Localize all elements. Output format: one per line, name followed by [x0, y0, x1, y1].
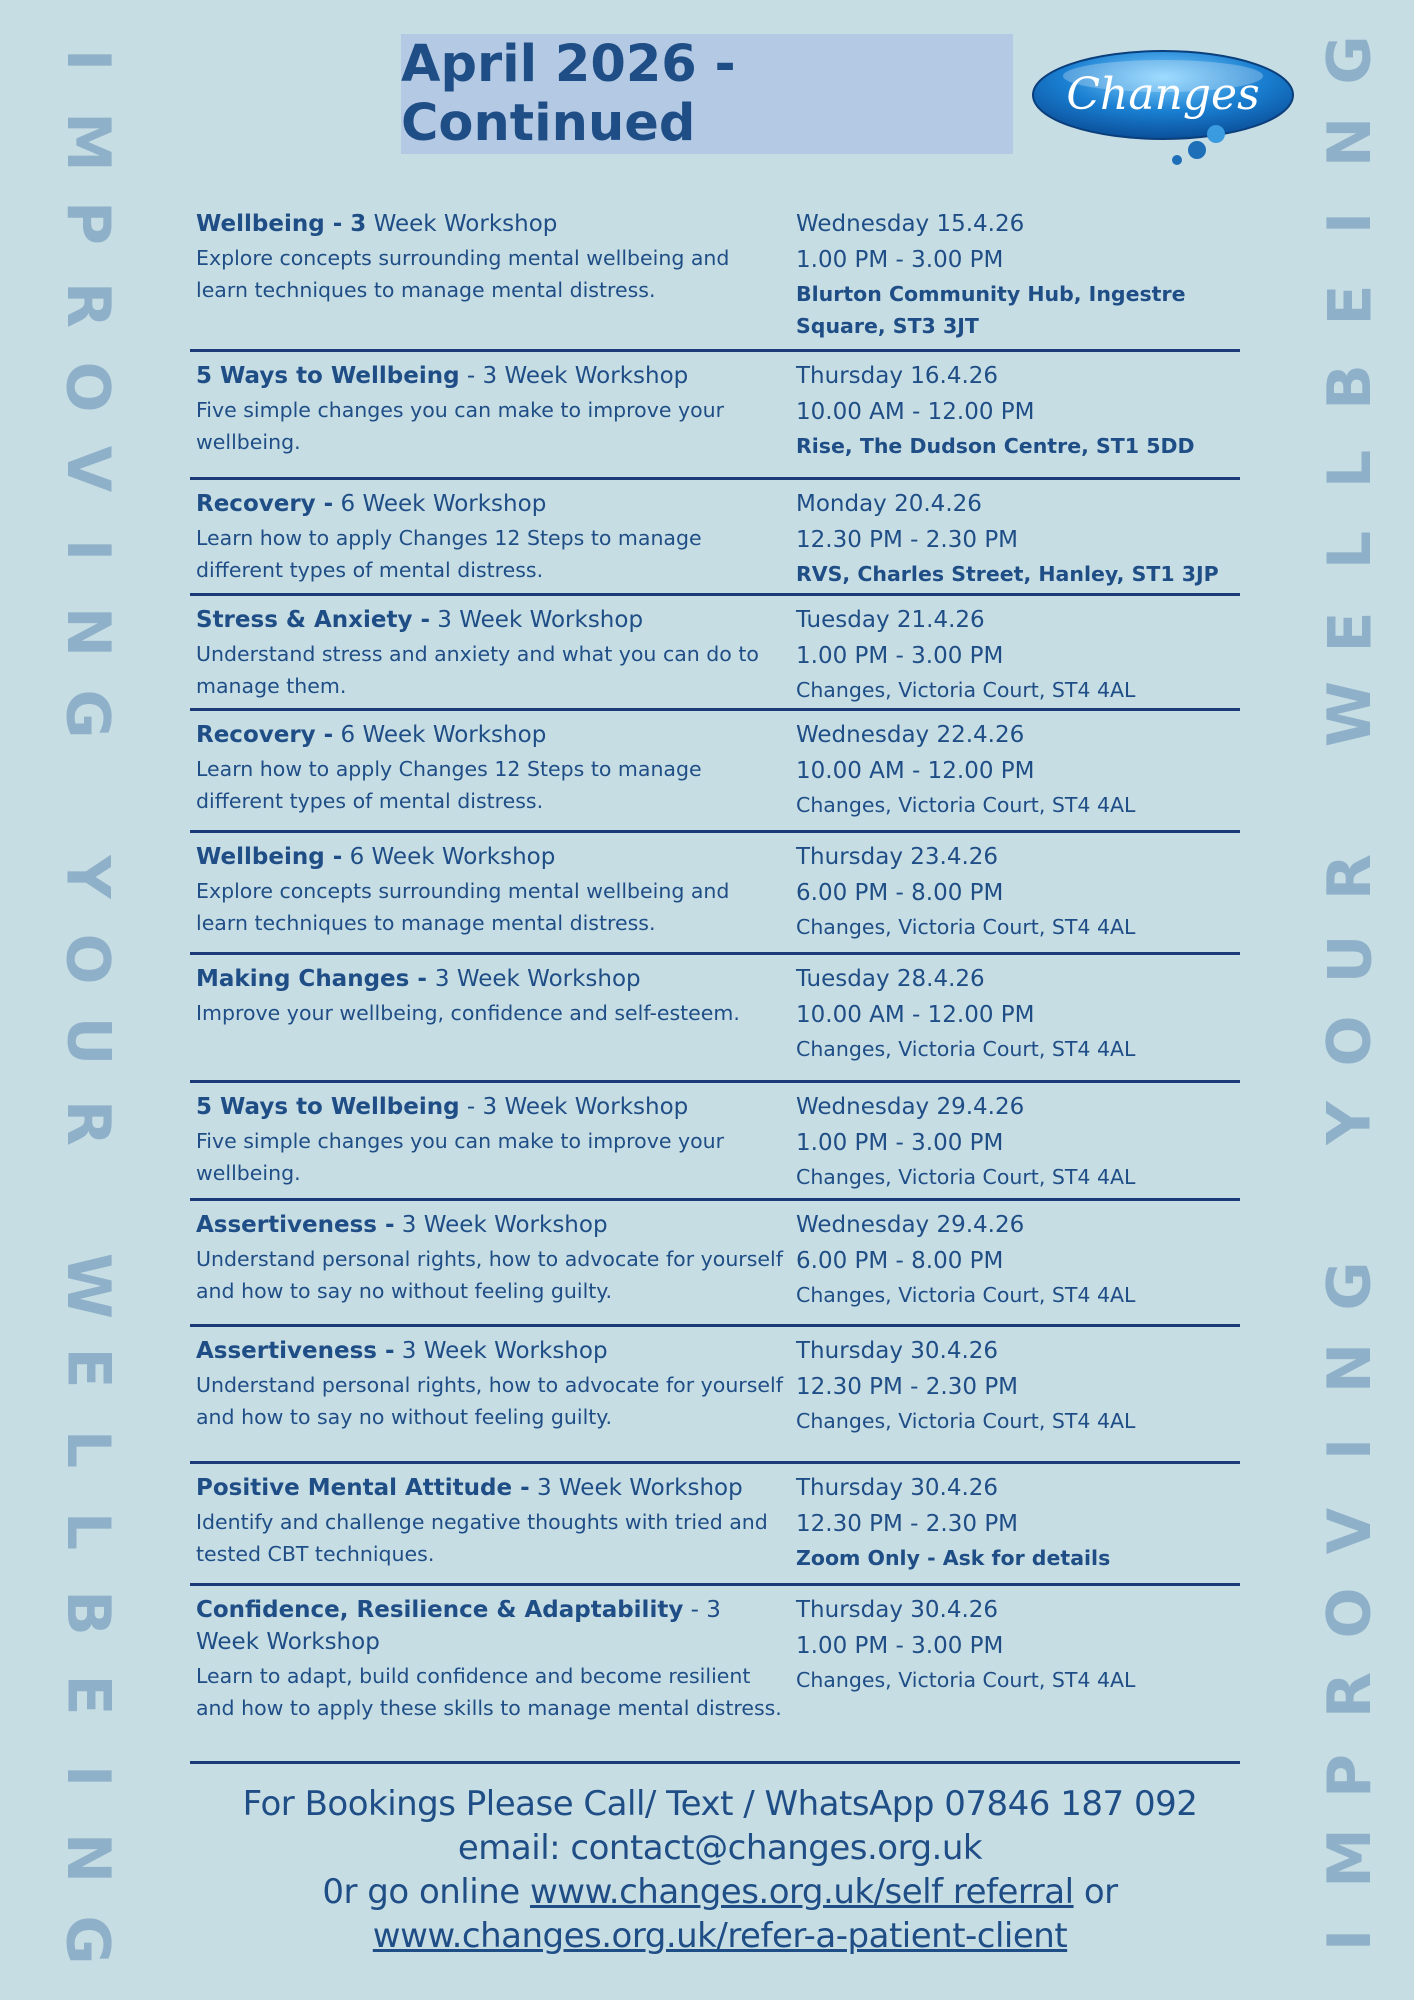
- side-text-letter: L: [52, 1430, 123, 1469]
- event-title-rest: 3 Week Workshop: [394, 1338, 608, 1364]
- side-text-letter: M: [1315, 1828, 1385, 1889]
- refer-patient-link[interactable]: www.changes.org.uk/refer-a-patient-client: [372, 1916, 1068, 1956]
- event-venue: Changes, Victoria Court, ST4 4AL: [796, 1037, 1136, 1061]
- event-title: [196, 963, 784, 995]
- side-text-letter: Y: [52, 855, 123, 900]
- side-text-letter: V: [1315, 1508, 1385, 1555]
- event-row: [190, 711, 1240, 833]
- booking-footer: [200, 1782, 1240, 1958]
- event-title-bold: Assertiveness -: [196, 1212, 395, 1238]
- event-title: [196, 208, 784, 240]
- event-time: 1.00 PM - 3.00 PM: [796, 643, 1004, 669]
- event-description: Understand personal rights, how to advocate for yourself and how to say no without feeling guilty.: [196, 1247, 783, 1303]
- event-date: Thursday 30.4.26: [796, 1475, 999, 1501]
- event-venue: RVS, Charles Street, Hanley, ST1 3JP: [796, 562, 1219, 586]
- side-text-letter: R: [52, 1099, 123, 1146]
- event-schedule: [790, 596, 1240, 708]
- event-description: Learn to adapt, build confidence and become resilient and how to apply these skills to manage mental distress.: [196, 1664, 782, 1720]
- side-text-letter: B: [52, 1590, 123, 1636]
- footer-phone: For Bookings Please Call/ Text / WhatsApp 07846 187 092: [242, 1784, 1198, 1824]
- event-title-rest: - 3 Week Workshop: [196, 1597, 721, 1655]
- event-title-rest: 3 Week Workshop: [434, 966, 641, 992]
- event-title-rest: 3 Week Workshop: [394, 1212, 608, 1238]
- event-date: Wednesday 29.4.26: [796, 1212, 1025, 1238]
- event-info: [190, 480, 790, 593]
- side-text-letter: N: [1315, 1342, 1385, 1393]
- event-title-rest: Week Workshop: [366, 211, 558, 237]
- event-time: 1.00 PM - 3.00 PM: [796, 1130, 1004, 1156]
- event-schedule: [790, 1464, 1240, 1583]
- event-time: 1.00 PM - 3.00 PM: [796, 1633, 1004, 1659]
- side-text-letter: E: [1315, 611, 1385, 653]
- event-description: Improve your wellbeing, confidence and self-esteem.: [196, 1001, 740, 1025]
- event-venue: Changes, Victoria Court, ST4 4AL: [796, 793, 1136, 817]
- event-title-bold: Wellbeing -: [196, 844, 343, 870]
- side-text-letter: Y: [1314, 1100, 1385, 1145]
- event-schedule: [790, 352, 1240, 477]
- event-row: [190, 1327, 1240, 1464]
- side-text-letter: R: [52, 282, 123, 329]
- event-date: Monday 20.4.26: [796, 491, 982, 517]
- event-date: Wednesday 22.4.26: [796, 722, 1025, 748]
- event-title-rest: 6 Week Workshop: [333, 722, 547, 748]
- event-row: [190, 955, 1240, 1083]
- event-row: [190, 833, 1240, 955]
- footer-online: [200, 1870, 1240, 1914]
- event-date: Wednesday 29.4.26: [796, 1094, 1025, 1120]
- side-text-letter: L: [1314, 449, 1385, 488]
- event-description: Learn how to apply Changes 12 Steps to manage different types of mental distress.: [196, 757, 702, 813]
- event-venue: Blurton Community Hub, Ingestre Square, ST3 3JT: [796, 282, 1186, 338]
- event-date: Thursday 30.4.26: [796, 1338, 999, 1364]
- event-title: [196, 1335, 784, 1367]
- event-schedule: [790, 1201, 1240, 1324]
- side-text-letter: I: [1314, 212, 1385, 235]
- self-referral-link[interactable]: www.changes.org.uk/self referral: [529, 1872, 1074, 1912]
- event-info: [190, 955, 790, 1080]
- event-description: Five simple changes you can make to improve your wellbeing.: [196, 1129, 725, 1185]
- event-schedule: [790, 833, 1240, 952]
- event-date: Thursday 30.4.26: [796, 1597, 999, 1623]
- event-row: [190, 1201, 1240, 1327]
- event-row: [190, 1083, 1240, 1201]
- event-info: [190, 352, 790, 477]
- side-text-left: [52, 40, 128, 1965]
- side-text-letter: G: [1315, 1261, 1385, 1311]
- footer-email: email: contact@changes.org.uk: [457, 1828, 983, 1868]
- event-info: [190, 1464, 790, 1583]
- side-text-letter: G: [1315, 35, 1385, 85]
- side-text-letter: L: [52, 1512, 123, 1551]
- event-title-bold: 5 Ways to Wellbeing: [196, 363, 460, 389]
- side-text-letter: O: [1314, 1587, 1385, 1639]
- event-date: Thursday 23.4.26: [796, 844, 999, 870]
- event-time: 10.00 AM - 12.00 PM: [796, 1002, 1035, 1028]
- side-text-letter: N: [53, 1833, 123, 1884]
- event-schedule: [790, 955, 1240, 1080]
- event-venue: Changes, Victoria Court, ST4 4AL: [796, 1668, 1136, 1692]
- event-title: [196, 604, 784, 636]
- side-text-letter: P: [52, 201, 123, 246]
- event-row: [190, 1586, 1240, 1764]
- side-text-letter: O: [1314, 1015, 1385, 1067]
- side-text-letter: I: [52, 48, 123, 72]
- event-time: 12.30 PM - 2.30 PM: [796, 527, 1019, 553]
- side-text-letter: G: [53, 1915, 123, 1965]
- side-text-letter: I: [1314, 1438, 1385, 1461]
- page-title: April 2026 - Continued: [401, 34, 1013, 154]
- side-text-letter: P: [1314, 1754, 1385, 1799]
- event-description: Five simple changes you can make to improve your wellbeing.: [196, 398, 725, 454]
- event-schedule: [790, 711, 1240, 830]
- event-description: Identify and challenge negative thoughts with tried and tested CBT techniques.: [196, 1510, 768, 1566]
- event-info: [190, 1201, 790, 1324]
- event-title-rest: 6 Week Workshop: [342, 844, 556, 870]
- event-title-rest: - 3 Week Workshop: [459, 363, 689, 389]
- events-list: [190, 200, 1240, 1764]
- event-row: [190, 200, 1240, 352]
- footer-online-prefix: 0r go online: [322, 1872, 530, 1912]
- event-date: Tuesday 28.4.26: [796, 966, 985, 992]
- event-time: 10.00 AM - 12.00 PM: [796, 758, 1035, 784]
- event-title: [196, 841, 784, 873]
- event-info: [190, 833, 790, 952]
- event-description: Understand stress and anxiety and what you can do to manage them.: [196, 642, 759, 698]
- event-schedule: [790, 1586, 1240, 1761]
- event-time: 12.30 PM - 2.30 PM: [796, 1511, 1019, 1537]
- footer-online-suffix: or: [1073, 1872, 1118, 1912]
- event-title-rest: 6 Week Workshop: [333, 491, 547, 517]
- event-row: [190, 480, 1240, 596]
- event-venue: Rise, The Dudson Centre, ST1 5DD: [796, 434, 1195, 458]
- event-title-bold: 5 Ways to Wellbeing: [196, 1094, 460, 1120]
- event-title: [196, 488, 784, 520]
- side-text-right: [1310, 35, 1385, 1960]
- side-text-letter: I: [52, 1765, 123, 1788]
- side-text-letter: N: [1315, 116, 1385, 167]
- event-row: [190, 352, 1240, 480]
- side-text-letter: I: [52, 539, 123, 562]
- event-title-rest: 3 Week Workshop: [529, 1475, 743, 1501]
- event-date: Wednesday 15.4.26: [796, 211, 1025, 237]
- event-title: [196, 1091, 784, 1123]
- event-info: [190, 200, 790, 349]
- event-venue: Changes, Victoria Court, ST4 4AL: [796, 678, 1136, 702]
- event-venue: Changes, Victoria Court, ST4 4AL: [796, 1165, 1136, 1189]
- event-schedule: [790, 1327, 1240, 1461]
- event-schedule: [790, 480, 1240, 593]
- event-title-rest: 3 Week Workshop: [430, 607, 644, 633]
- event-venue: Zoom Only - Ask for details: [796, 1546, 1111, 1570]
- event-time: 6.00 PM - 8.00 PM: [796, 1248, 1004, 1274]
- event-description: Learn how to apply Changes 12 Steps to manage different types of mental distress.: [196, 526, 702, 582]
- event-time: 1.00 PM - 3.00 PM: [796, 247, 1004, 273]
- event-schedule: [790, 1083, 1240, 1198]
- event-date: Tuesday 21.4.26: [796, 607, 985, 633]
- side-text-letter: V: [53, 445, 123, 492]
- side-text-letter: W: [1315, 680, 1385, 747]
- event-schedule: [790, 200, 1240, 349]
- event-title-bold: Making Changes -: [196, 966, 435, 992]
- event-title-bold: Wellbeing - 3: [196, 211, 367, 237]
- event-title: [196, 1209, 784, 1241]
- event-title-bold: Recovery -: [196, 722, 334, 748]
- side-text-letter: B: [1314, 364, 1385, 410]
- logo-text: Changes: [1066, 69, 1260, 120]
- event-title-bold: Positive Mental Attitude -: [196, 1475, 530, 1501]
- side-text-letter: U: [1314, 934, 1385, 984]
- side-text-letter: U: [52, 1016, 123, 1066]
- event-description: Understand personal rights, how to advocate for yourself and how to say no without feeling guilty.: [196, 1373, 783, 1429]
- event-time: 10.00 AM - 12.00 PM: [796, 399, 1035, 425]
- side-text-letter: G: [53, 689, 123, 739]
- side-text-letter: M: [53, 111, 123, 172]
- event-title: [196, 360, 784, 392]
- event-title: [196, 1472, 784, 1504]
- event-time: 6.00 PM - 8.00 PM: [796, 880, 1004, 906]
- event-title: [196, 1594, 784, 1658]
- side-text-letter: E: [53, 1674, 123, 1716]
- event-info: [190, 711, 790, 830]
- event-info: [190, 1327, 790, 1461]
- event-title: [196, 719, 784, 751]
- changes-logo: [1030, 48, 1296, 172]
- event-title-bold: Stress & Anxiety -: [196, 607, 430, 633]
- event-info: [190, 596, 790, 708]
- side-text-letter: O: [52, 361, 123, 413]
- event-title-bold: Confidence, Resilience & Adaptability: [196, 1597, 684, 1623]
- side-text-letter: W: [53, 1252, 123, 1320]
- event-row: [190, 596, 1240, 711]
- side-text-letter: N: [53, 607, 123, 658]
- side-text-letter: L: [1314, 531, 1385, 570]
- side-text-letter: R: [1314, 1671, 1385, 1718]
- side-text-letter: R: [1314, 854, 1385, 901]
- event-title-bold: Assertiveness -: [196, 1338, 395, 1364]
- event-info: [190, 1083, 790, 1198]
- event-time: 12.30 PM - 2.30 PM: [796, 1374, 1019, 1400]
- event-venue: Changes, Victoria Court, ST4 4AL: [796, 1409, 1136, 1433]
- side-text-letter: O: [52, 933, 123, 985]
- event-description: Explore concepts surrounding mental wellbeing and learn techniques to manage mental distress.: [196, 246, 730, 302]
- event-title-rest: - 3 Week Workshop: [459, 1094, 689, 1120]
- event-title-bold: Recovery -: [196, 491, 334, 517]
- event-description: Explore concepts surrounding mental wellbeing and learn techniques to manage mental distress.: [196, 879, 730, 935]
- event-date: Thursday 16.4.26: [796, 363, 999, 389]
- event-venue: Changes, Victoria Court, ST4 4AL: [796, 915, 1136, 939]
- event-venue: Changes, Victoria Court, ST4 4AL: [796, 1283, 1136, 1307]
- side-text-letter: I: [1314, 1928, 1385, 1952]
- event-info: [190, 1586, 790, 1761]
- event-row: [190, 1464, 1240, 1586]
- side-text-letter: E: [1315, 284, 1385, 326]
- side-text-letter: E: [53, 1347, 123, 1389]
